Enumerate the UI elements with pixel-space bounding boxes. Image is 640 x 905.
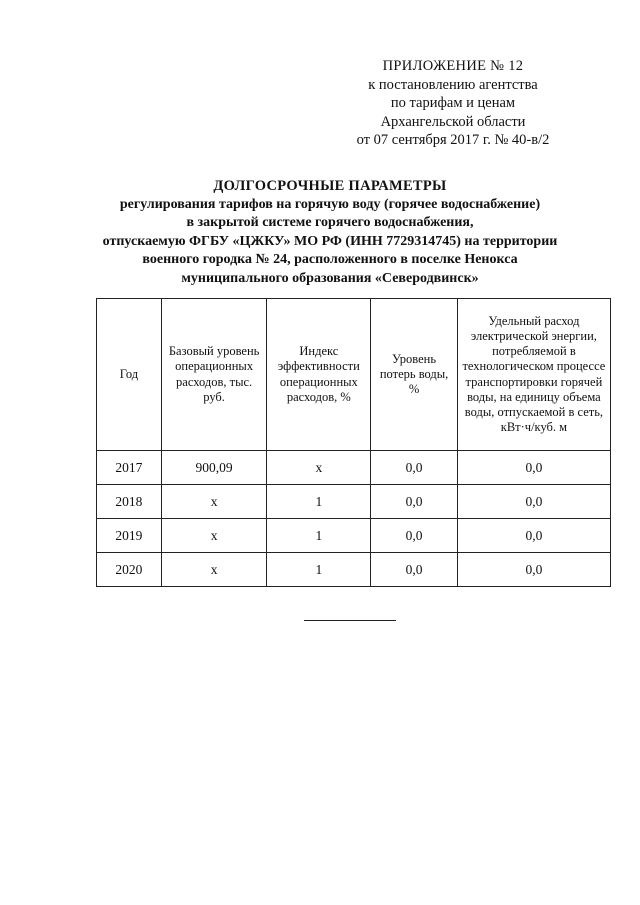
title-main: ДОЛГОСРОЧНЫЕ ПАРАМЕТРЫ (213, 178, 447, 194)
cell-water-loss: 0,0 (371, 485, 458, 519)
cell-base-opex: 900,09 (161, 451, 267, 485)
table-row (97, 485, 611, 519)
cell-year: 2017 (97, 451, 162, 485)
cell-base-opex: х (161, 519, 267, 553)
appendix-number: ПРИЛОЖЕНИЕ № 12 (382, 58, 524, 74)
table-row (97, 451, 611, 485)
appendix-header (323, 57, 583, 150)
cell-water-loss: 0,0 (371, 519, 458, 553)
parameters-table (96, 298, 611, 587)
cell-water-loss: 0,0 (371, 451, 458, 485)
header-energy-consumption: Удельный расход электрической энергии, потребляемой в технологическом процессе транспортировки горячей воды, на единицу объема воды, отпускаемой в сеть, кВт·ч/куб. м (457, 299, 610, 451)
cell-efficiency-index: 1 (267, 485, 371, 519)
header-year: Год (97, 299, 162, 451)
cell-water-loss: 0,0 (371, 553, 458, 587)
cell-energy-consumption: 0,0 (457, 553, 610, 587)
cell-year: 2018 (97, 485, 162, 519)
table-row (97, 553, 611, 587)
title-line: муниципального образования «Северодвинск» (181, 270, 479, 286)
table-row (97, 519, 611, 553)
title-line: в закрытой системе горячего водоснабжения, (186, 215, 474, 230)
appendix-line: от 07 сентября 2017 г. № 40-в/2 (356, 132, 550, 148)
cell-energy-consumption: 0,0 (457, 451, 610, 485)
header-efficiency-index: Индекс эффективности операционных расходов, % (267, 299, 371, 451)
header-base-opex: Базовый уровень операционных расходов, тыс. руб. (161, 299, 267, 451)
cell-year: 2020 (97, 553, 162, 587)
appendix-line: по тарифам и ценам (390, 95, 516, 111)
cell-energy-consumption: 0,0 (457, 485, 610, 519)
cell-energy-consumption: 0,0 (457, 519, 610, 553)
cell-year: 2019 (97, 519, 162, 553)
header-water-loss: Уровень потерь воды, % (371, 299, 458, 451)
separator-line (304, 620, 396, 621)
cell-base-opex: х (161, 485, 267, 519)
title-line: регулирования тарифов на горячую воду (горячее водоснабжение) (119, 196, 541, 212)
title-line: отпускаемую ФГБУ «ЦЖКУ» МО РФ (ИНН 7729314745) на территории (102, 233, 558, 249)
cell-efficiency-index: 1 (267, 519, 371, 553)
cell-efficiency-index: 1 (267, 553, 371, 587)
document-title (60, 177, 600, 288)
cell-base-opex: х (161, 553, 267, 587)
appendix-line: к постановлению агентства (368, 76, 538, 93)
appendix-line: Архангельской области (380, 113, 526, 130)
cell-efficiency-index: х (267, 451, 371, 485)
title-line: военного городка № 24, расположенного в поселке Ненокса (142, 252, 518, 267)
table-header-row (97, 299, 611, 451)
